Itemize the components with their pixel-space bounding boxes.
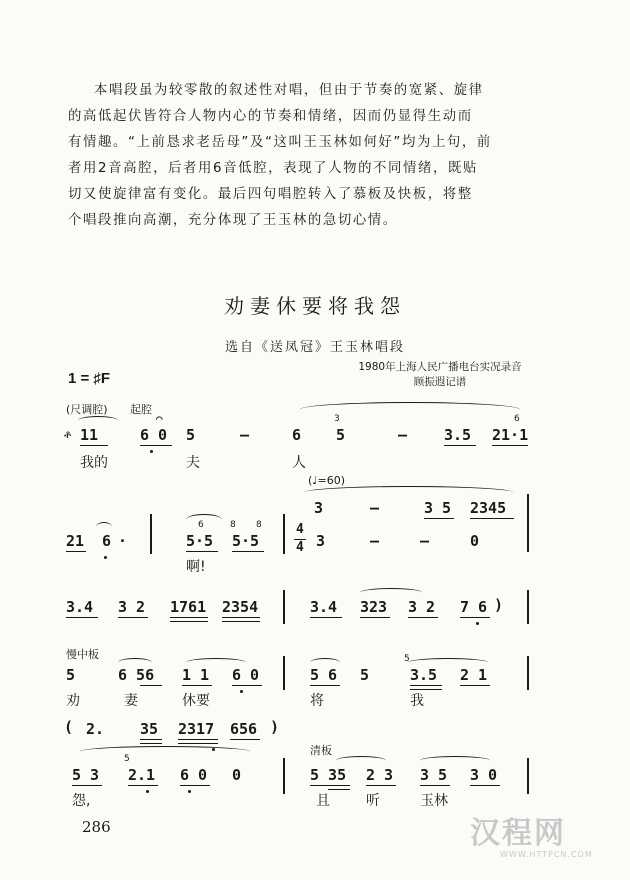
dash: – (370, 532, 380, 550)
dash: – (420, 532, 430, 550)
grace-note: 8 (256, 520, 262, 530)
underline (140, 739, 162, 740)
paragraph-line: 本唱段虽为较零散的叙述性对唱，但由于节奏的宽紧、旋律 (94, 83, 484, 98)
note: 3 (316, 532, 326, 550)
note: 0 (232, 766, 242, 784)
lyric: 啊! (186, 559, 206, 575)
underline (310, 685, 340, 686)
note: 2345 (470, 499, 507, 517)
underline (492, 445, 528, 446)
lyric: 且 (316, 793, 330, 809)
underline (128, 785, 158, 786)
underline (366, 785, 396, 786)
note: 6 0 (232, 666, 260, 684)
lyric: 听 (366, 793, 380, 809)
note: 2. (86, 720, 105, 738)
dot-extension: · (118, 532, 128, 550)
fermata-icon: ⌒ (156, 412, 163, 425)
note: 6 0 (180, 766, 208, 784)
watermark-url: WWW.HTTPCN.COM (500, 850, 593, 859)
intro-paragraph (68, 78, 518, 234)
bar-line (527, 590, 529, 624)
underline (408, 617, 438, 618)
note: 3.4 (66, 598, 94, 616)
underline (178, 739, 218, 740)
note: 3 0 (470, 766, 498, 784)
underline (470, 518, 514, 519)
underline (420, 785, 450, 786)
note: 3 5 (424, 499, 452, 517)
page-number: 286 (82, 818, 111, 836)
lyric: 人 (292, 455, 306, 471)
watermark-logo: 汉程网 (470, 816, 566, 851)
note: 2354 (222, 598, 259, 616)
underline (182, 685, 212, 686)
low-dot (476, 622, 479, 625)
slur (420, 756, 490, 765)
key-signature: 1 = ♯F (68, 370, 111, 387)
dash: – (240, 426, 250, 444)
note: 21·1 (492, 426, 529, 444)
underline (180, 785, 210, 786)
underline (444, 445, 476, 446)
underline (140, 685, 162, 686)
note: 35 (140, 720, 159, 738)
note: 11 (80, 426, 99, 444)
low-dot (240, 690, 243, 693)
underline (230, 739, 260, 740)
underline (186, 551, 218, 552)
lyric: 我 (410, 693, 424, 709)
grace-note: 6 (514, 414, 520, 424)
lyric: 夫 (186, 455, 200, 471)
note: 656 (230, 720, 258, 738)
note: 1761 (170, 598, 207, 616)
note: 5 6 (310, 666, 338, 684)
underline (72, 785, 102, 786)
qingban-label: 清板 (310, 744, 332, 757)
note: 2.1 (128, 766, 156, 784)
low-dot (150, 450, 153, 453)
note: 1 1 (182, 666, 210, 684)
note: 0 (470, 532, 480, 550)
free-tempo-sign: ቶ (64, 428, 72, 441)
source-line: 顾振遐记谱 (413, 376, 467, 388)
song-title: 劝妻休要将我怨 (224, 294, 406, 318)
note: 3 (314, 499, 324, 517)
grace-note: 3 (334, 414, 340, 424)
paragraph-line: 的高低起伏皆符合人物内心的节奏和情绪，因而仍显得生动而 (68, 109, 473, 124)
note: 3 5 (420, 766, 448, 784)
underline (66, 551, 86, 552)
note: 2 1 (460, 666, 488, 684)
paragraph-line: 有情趣。“上前恳求老岳母”及“这叫王玉林如何好”均为上句，前 (68, 135, 492, 150)
lyric: 玉林 (420, 793, 448, 809)
lyric: 休要 (182, 693, 210, 709)
low-dot (146, 790, 149, 793)
note: 323 (360, 598, 388, 616)
underline (360, 617, 390, 618)
note: 6 (292, 426, 302, 444)
grace-note: 5 (124, 754, 130, 764)
lyric: 妻 (124, 693, 138, 709)
phrase-slur (304, 486, 514, 499)
note: 7 6 (460, 598, 488, 616)
underline (410, 685, 442, 686)
underline (140, 743, 162, 744)
paragraph-line: 个唱段推向高潮，充分体现了王玉林的急切心情。 (68, 213, 398, 228)
note: 5·5 (232, 532, 260, 550)
low-dot (104, 556, 107, 559)
underline (460, 617, 490, 618)
underline (328, 789, 350, 790)
recording-source (330, 360, 550, 390)
slur (360, 588, 422, 597)
bar-line (150, 514, 152, 554)
phrase-slur (300, 402, 520, 417)
lyric: 劝 (66, 693, 80, 709)
lyric: 将 (310, 693, 324, 709)
manzhongban-label: 慢中板 (66, 648, 99, 661)
paragraph-line: 者用2音高腔，后者用6音低腔，表现了人物的不同情绪，既贴 (68, 161, 478, 176)
phrase-slur (80, 746, 250, 757)
bar-line (527, 758, 529, 794)
underline (170, 617, 208, 618)
underline (66, 617, 98, 618)
bar-line (283, 656, 285, 690)
grace-note: 5 (404, 654, 410, 664)
underline (232, 685, 262, 686)
fermata-arc (96, 522, 112, 531)
note: 5 (360, 666, 370, 684)
close-paren: ) (494, 596, 504, 614)
bar-line (527, 656, 529, 690)
chidiao-label: (尺调腔) (66, 403, 108, 416)
grace-note: 8 (230, 520, 236, 530)
tempo-marking: (♩=60) (308, 474, 345, 487)
dash: – (370, 499, 380, 517)
note: 6 56 (118, 666, 155, 684)
bar-line (283, 590, 285, 624)
note: 6 0 (140, 426, 168, 444)
slur (186, 514, 222, 525)
note: 3.4 (310, 598, 338, 616)
slur (336, 756, 386, 765)
underline (424, 518, 454, 519)
low-dot (188, 790, 191, 793)
lyric: 怨, (72, 793, 91, 809)
note: 5 35 (310, 766, 347, 784)
note: 6 (102, 532, 112, 550)
underline (118, 617, 148, 618)
song-subtitle: 选自《送凤冠》王玉林唱段 (224, 340, 405, 355)
underline (222, 621, 260, 622)
time-signature-top: 4 (296, 522, 304, 537)
bar-line (283, 514, 285, 554)
note: 5 (336, 426, 346, 444)
note: 5·5 (186, 532, 214, 550)
underline (140, 445, 172, 446)
underline (170, 621, 208, 622)
note: 3.5 (410, 666, 438, 684)
underline (80, 445, 108, 446)
close-paren: ) (270, 718, 280, 736)
note: 5 3 (72, 766, 100, 784)
note: 2317 (178, 720, 215, 738)
grace-note: 6 (198, 520, 204, 530)
underline (310, 617, 342, 618)
underline (310, 785, 350, 786)
note: 3 2 (118, 598, 146, 616)
lyric: 我的 (80, 455, 108, 471)
note: 3 2 (408, 598, 436, 616)
qiqiang-label: 起腔 (130, 403, 152, 416)
note: 2 3 (366, 766, 394, 784)
note: 3.5 (444, 426, 472, 444)
underline (222, 617, 260, 618)
open-paren: ( (64, 718, 74, 736)
note: 21 (66, 532, 85, 550)
source-line: 1980年上海人民广播电台实况录音 (358, 361, 522, 373)
underline (470, 785, 500, 786)
dash: – (398, 426, 408, 444)
underline (178, 743, 218, 744)
paragraph-line: 切又使旋律富有变化。最后四句唱腔转入了慕板及快板，将整 (68, 187, 473, 202)
note: 5 (66, 666, 76, 684)
bar-line (527, 494, 529, 552)
time-signature-bottom: 4 (296, 540, 304, 555)
underline (460, 685, 490, 686)
bar-line (283, 758, 285, 794)
underline (232, 551, 264, 552)
note: 5 (186, 426, 196, 444)
slur (78, 416, 118, 425)
